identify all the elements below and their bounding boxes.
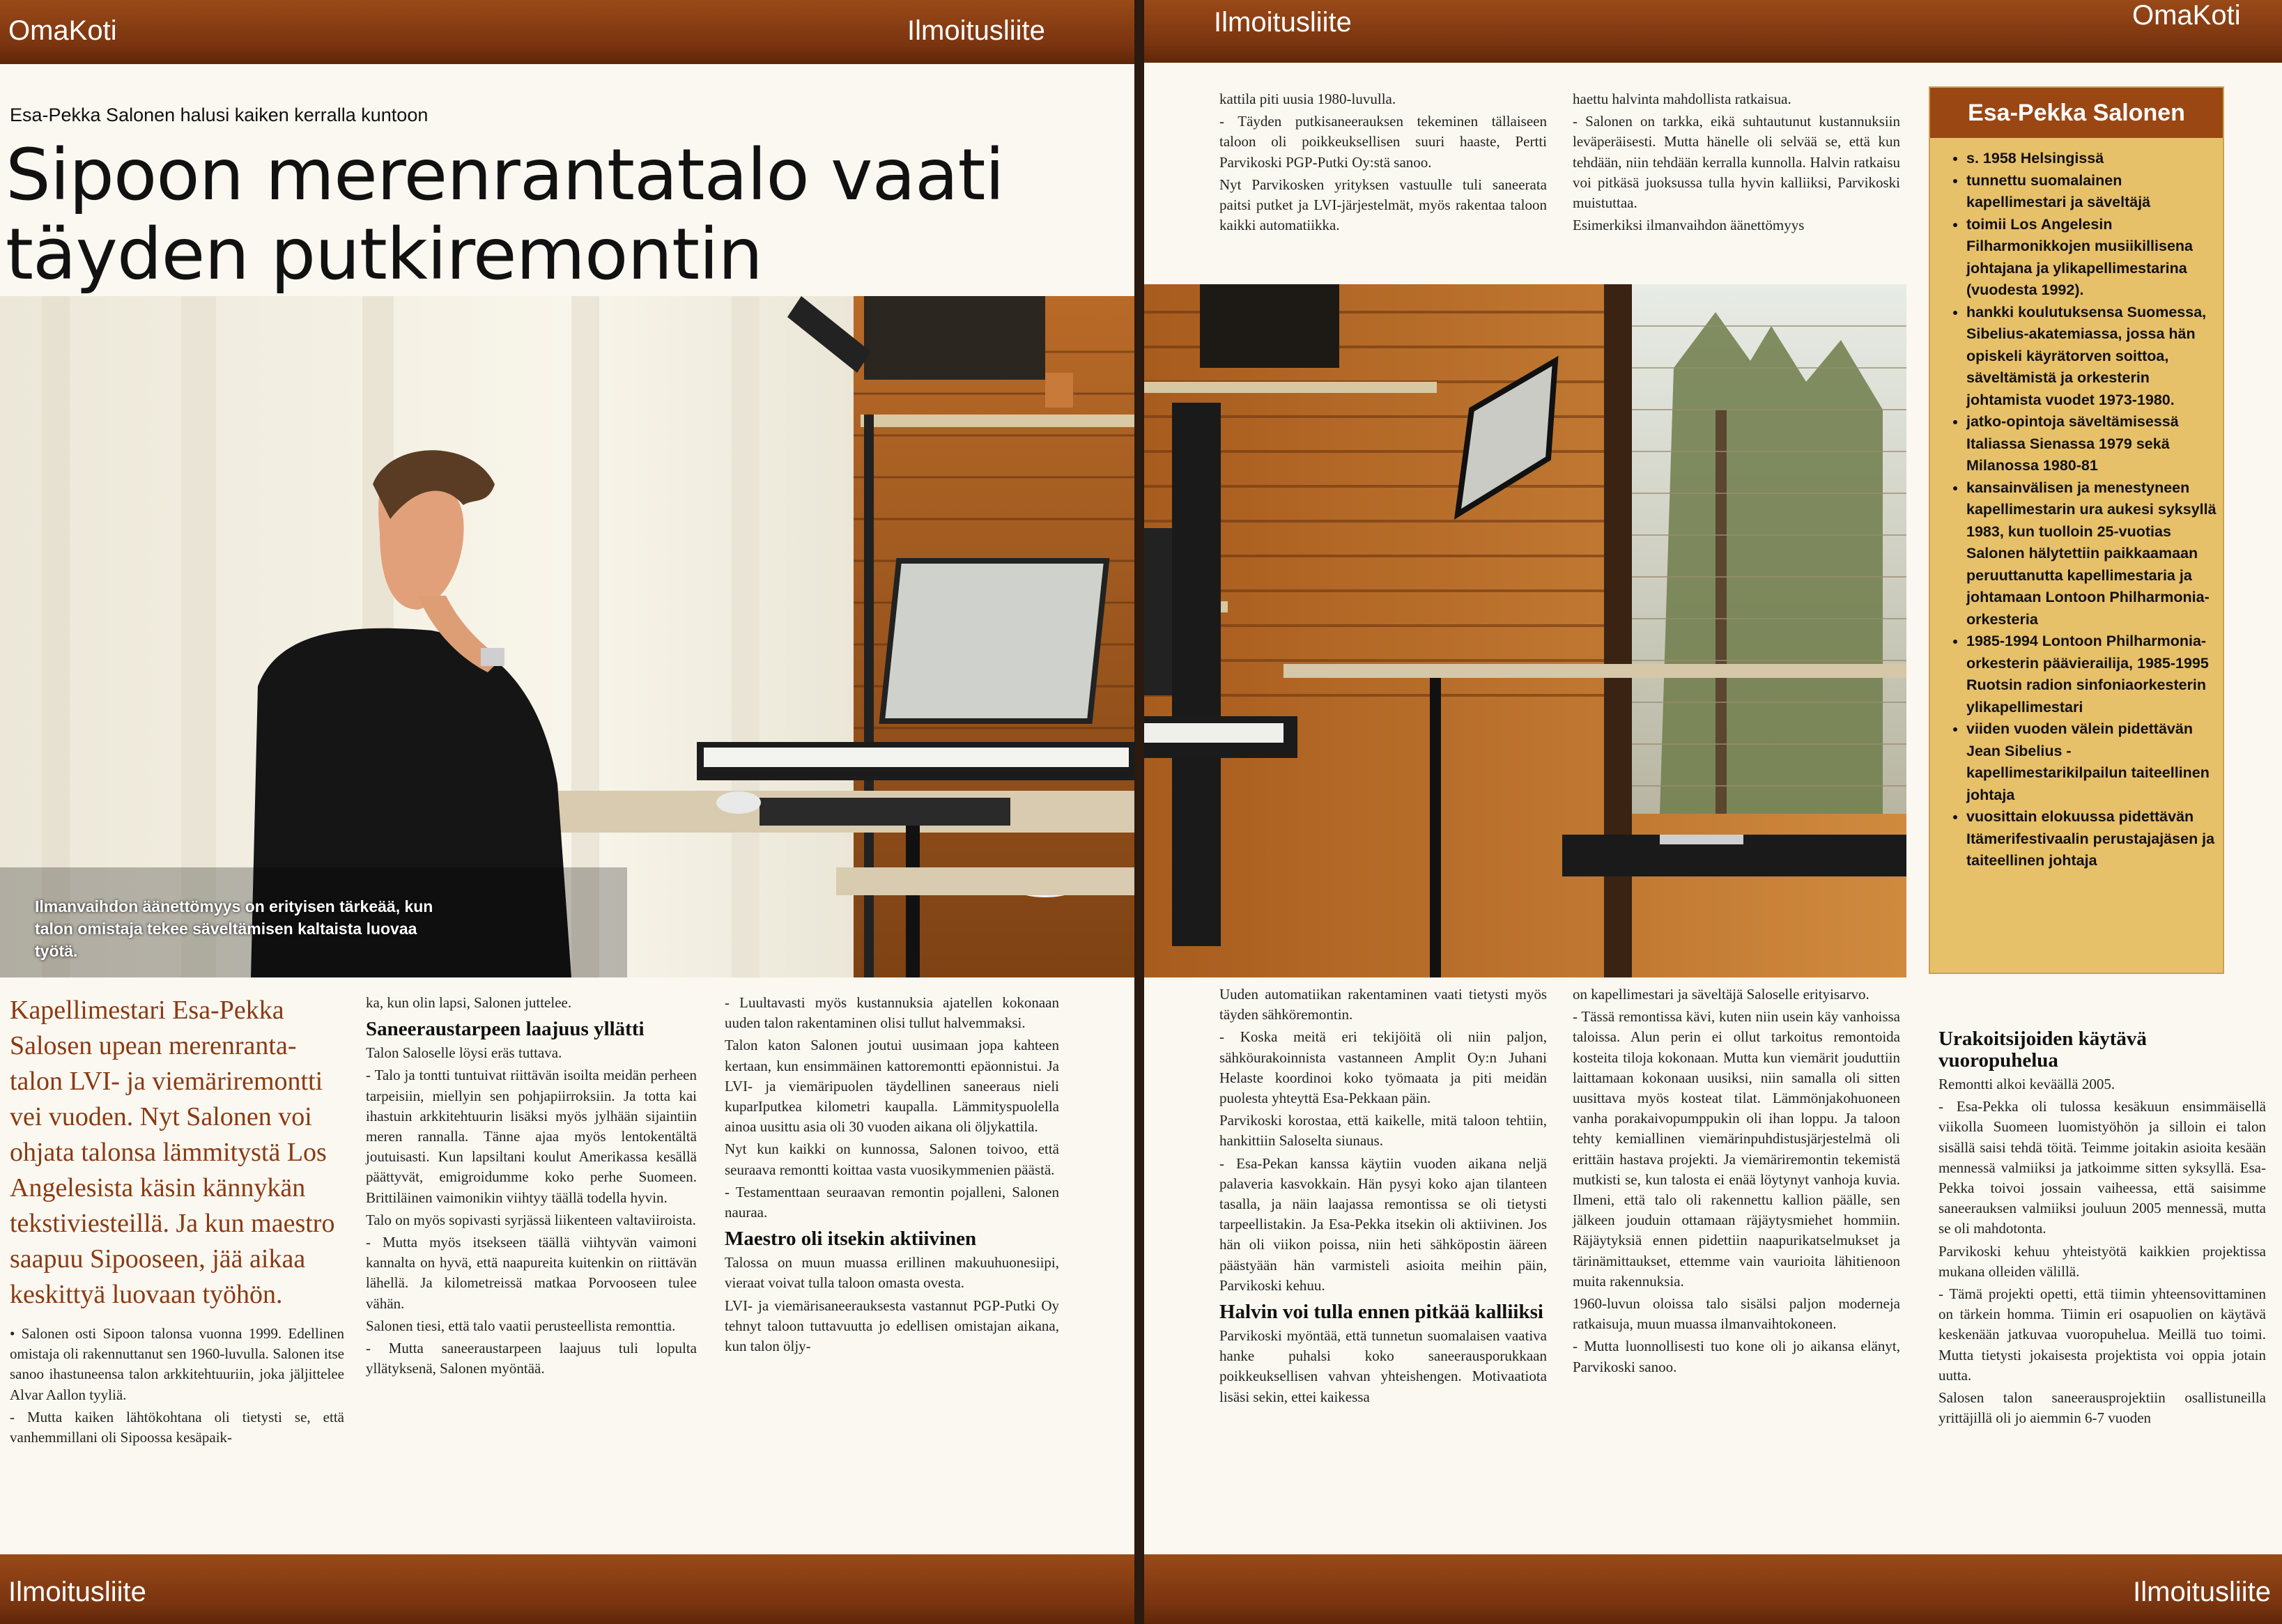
paragraph: Uuden automatiikan rakentaminen vaati tietysti myös täyden sähköremontin. bbox=[1219, 986, 1547, 1023]
section-label: Ilmoitusliite bbox=[907, 15, 1045, 46]
bio-item: • hankki koulutuksensa Suomessa, Sibelius-akatemiassa, jossa hän opiskeli käyrätorven soittoa, säveltämistä ja orkesterin johtamista vuodet 1973-1980. bbox=[1966, 302, 2224, 412]
paragraph: - Tässä remontissa kävi, kuten niin usein käy vanhoissa taloissa. Alun perin ei ollut tarkoitus remontoida kosteita tiloja kokonaan. Mutta kun viemärit jouduttiin laittamaan kokonaan uusiksi, niin samalla oli sitten uusittava myös kosteat tilat. Lämmönjakohuoneen vanha porakaivopumppukin oli ihan loppu. Ja taloon tehty kemiallinen viemärinpuhdistusjärjestelmä oli erittäin hastava projekti. Ja viemäriremontin tekemistä mutkisti se, kun talosta ei enää löytynyt vanhoja kuvia. Ilmeni, että talo oli rakennettu kallion päälle, sen jälkeen jouduin ottamaan räjäytysmiehet hommiin. Räjäytyksiä ennen pidettiin naapurikatselmukset ja tärinämittaukset, ettemme vain vaurioita lähitienoon muita rakennuksia. bbox=[1573, 1008, 1900, 1290]
right-page bbox=[1144, 0, 2282, 1624]
right-footer-band bbox=[1144, 1554, 2282, 1624]
paragraph: - Mutta kaiken lähtökohtana oli tietysti se, että vanhemmillani oli Sipoossa kesäpaik- bbox=[10, 1408, 344, 1446]
bio-item: • viiden vuoden välein pidettävän Jean Sibelius -kapellimestarikilpailun taiteellinen johtaja bbox=[1966, 718, 2224, 806]
photo-caption: Ilmanvaihdon äänettömyys on erityisen tärkeää, kun talon omistaja tekee säveltämisen kaltaista luovaa työtä. bbox=[35, 897, 433, 960]
left-column-2 bbox=[366, 993, 697, 1381]
right-column-1 bbox=[1219, 984, 1547, 1409]
bio-list bbox=[1944, 148, 2224, 872]
paragraph: ka, kun olin lapsi, Salonen juttelee. bbox=[366, 994, 572, 1011]
paragraph: Salosen talon saneerausprojektiin osallistuneilla yrittäjillä oli jo aiemmin 6-7 vuoden bbox=[1938, 1389, 2266, 1427]
right-top-column-1 bbox=[1219, 89, 1547, 238]
footer-section-label: Ilmoitusliite bbox=[2133, 1577, 2271, 1607]
right-column-3 bbox=[1938, 1023, 2266, 1430]
paragraph: - Mutta myös itsekseen täällä viihtyvän vaimoni kannalta on hyvä, että naapureita kuitenkin on riittävän lähellä. Ja kilometreissä matkaa Porvooseen tulee vähän. bbox=[366, 1234, 697, 1312]
studio-photo-illustration bbox=[0, 296, 1134, 977]
article-lead: Kapellimestari Esa-Pekka Salosen upean merenranta-talon LVI- ja viemäriremontti vei vuoden. Nyt Salonen voi ohjata talonsa lämmitystä Los Angelesista käsin kännykän tekstiviesteillä. Ja kun maestro saapuu Sipooseen, jää aikaa keskittyä luovaan työhön. bbox=[10, 996, 335, 1309]
subheading: Urakoitsijoiden käytävä vuoropuhelua bbox=[1938, 1028, 2147, 1072]
paragraph: - Mutta saneeraustarpeen laajuus tuli lopulta yllätyksenä, Salonen myöntää. bbox=[366, 1340, 697, 1377]
paragraph: Talon Saloselle löysi eräs tuttava. bbox=[366, 1044, 562, 1062]
paragraph: Parvikoski korostaa, että kaikelle, mitä taloon tehtiin, hankittiin Saloselta siunaus. bbox=[1219, 1112, 1547, 1150]
paragraph: 1960-luvun oloissa talo sisälsi paljon moderneja ratkaisuja, muun muassa ilmanvaihtokoneen. bbox=[1573, 1295, 1900, 1333]
left-column-3 bbox=[725, 993, 1059, 1359]
paragraph: Parvikoski kehuu yhteistyötä kaikkien projektissa mukana olleiden välillä. bbox=[1938, 1242, 2266, 1280]
bio-item: • kansainvälisen ja menestyneen kapellimestarin ura aukesi syksyllä 1983, kun tuolloin 25-vuotias Salonen hälytettiin paikkaamaan peruuttanutta kapellimestaria ja johtamaan Lontoon Philharmonia-orkesteria bbox=[1966, 477, 2224, 631]
paragraph: - Talo ja tontti tuntuivat riittävän isoilta meidän perheen tarpeisiin, miellyin sen pohjapiirroksiin. Ja totta kai ihastuin arkkitehtuurin lisäksi myös jylhään sijaintiin meren rannalla. Tänne ajaa myös lentokentältä joutuisasti. Kun lapsiltani koulut Amerikassa kesällä päättyvät, emigroidumme koko perhe Suomeen. Brittiläinen vaimonikin viihtyy täällä todella hyvin. bbox=[366, 1067, 697, 1206]
paragraph: haettu halvinta mahdollista ratkaisua. bbox=[1573, 91, 1791, 107]
window-photo bbox=[1144, 284, 1906, 977]
subheading: Maestro oli itsekin aktiivinen bbox=[725, 1228, 977, 1251]
paragraph: kattila piti uusia 1980-luvulla. bbox=[1219, 91, 1396, 107]
paragraph: - Salonen on tarkka, eikä suhtautunut kustannuksiin leväperäisesti. Mutta hänelle oli selvää se, että kun tehdään, niin tehdään kerralla kunnolla. Halvin ratkaisu voi pitkäsä juoksussa tulla hyvin kalliiksi, Parvikoski muistuttaa. bbox=[1573, 113, 1900, 212]
brand-logo: OmaKoti bbox=[2132, 0, 2241, 31]
section-label: Ilmoitusliite bbox=[1214, 7, 1352, 38]
article-kicker: Esa-Pekka Salonen halusi kaiken kerralla kuntoon bbox=[10, 105, 429, 125]
paragraph: - Mutta luonnollisesti tuo kone oli jo aikansa elänyt, Parvikoski sanoo. bbox=[1573, 1338, 1900, 1375]
paragraph: on kapellimestari ja säveltäjä Saloselle erityisarvo. bbox=[1573, 986, 1869, 1003]
paragraph: - Tämä projekti opetti, että tiimin yhteensovittaminen on tärkein homma. Tiimin eri osapuolien on käytävä keskenään jatkuvaa vuoropuhelua. Meillä tuo toimi. Mutta tietysti jokaisesta projektista voi oppia jotain uutta. bbox=[1938, 1285, 2266, 1384]
subheading: Saneeraustarpeen laajuus yllätti bbox=[366, 1018, 645, 1041]
studio-photo bbox=[0, 296, 1134, 977]
paragraph: LVI- ja viemärisaneerauksesta vastannut PGP-Putki Oy tehnyt taloon tuttavuutta jo edellisen omistajan aikana, kun talon öljy- bbox=[725, 1297, 1059, 1355]
paragraph: - Testamenttaan seuraavan remontin pojalleni, Salonen nauraa. bbox=[725, 1183, 1059, 1221]
left-column-1 bbox=[10, 993, 344, 1450]
paragraph: Parvikoski myöntää, että tunnetun suomalaisen vaativa hanke puhalsi koko saneerausporukkaan poikkeuksellisen vahvan yhteishengen. Motivaatiota lisäsi sekin, ettei kaikessa bbox=[1219, 1327, 1547, 1405]
paragraph: Salonen tiesi, että talo vaatii perusteellista remonttia. bbox=[366, 1317, 676, 1334]
bio-sidebar bbox=[1929, 86, 2224, 974]
paragraph: - Koska meitä eri tekijöitä oli niin paljon, sähköurakoinnista vastanneen Amplit Oy:n Juhani Helaste koordinoi koko työmaata ja piti meidän puolesta yhteyttä Esa-Pekkaan päin. bbox=[1219, 1028, 1547, 1107]
right-top-column-2 bbox=[1573, 89, 1900, 238]
footer-section-label: Ilmoitusliite bbox=[8, 1577, 146, 1607]
paragraph: Remontti alkoi keväällä 2005. bbox=[1938, 1076, 2115, 1092]
bio-item: • toimii Los Angelesin Filharmonikkojen musiikillisena johtajana ja ylikapellimestarina (vuodesta 1992). bbox=[1966, 214, 2224, 302]
bio-item: • tunnettu suomalainen kapellimestari ja säveltäjä bbox=[1966, 170, 2224, 214]
left-header-band bbox=[0, 0, 1134, 64]
paragraph: Talossa on muun muassa erillinen makuuhuonesiipi, vieraat voivat tulla taloon omasta ovesta. bbox=[725, 1254, 1059, 1292]
paragraph: Esimerkiksi ilmanvaihdon äänettömyys bbox=[1573, 217, 1805, 234]
paragraph: Nyt Parvikosken yrityksen vastuulle tuli saneerata paitsi putket ja LVI-järjestelmät, myös rakentaa taloon kaikki automatiikka. bbox=[1219, 176, 1547, 234]
paragraph: Talon katon Salonen joutui uusimaan jopa kahteen kertaan, kun ensimmäinen kattoremontti epäonnistui. Ja LVI- ja viemäripuolen täydellinen saneeraus nieli kuparIputkea kilometri kaupalla. Lämmityspuolella ainoa uusittu asia oli 30 vuoden aikana oli öljykattila. bbox=[725, 1037, 1059, 1136]
bio-item: • 1985-1994 Lontoon Philharmonia-orkesterin päävierailija, 1985-1995 Ruotsin radion sinfoniaorkesterin ylikapellimestari bbox=[1966, 631, 2224, 718]
left-page bbox=[0, 0, 1134, 1624]
paragraph: Talo on myös sopivasti syrjässä liikenteen valtaviiroista. bbox=[366, 1211, 696, 1228]
right-header-band bbox=[1144, 0, 2282, 63]
bio-item: • s. 1958 Helsingissä bbox=[1966, 148, 2224, 170]
paragraph: - Esa-Pekka oli tulossa kesäkuun ensimmäisellä viikolla Suomeen luomistyöhön ja silloin ei talon sisällä saisi tehdä töitä. Teimme joitakin asioita kesään mennessä valmiiksi ja jatkoimme sitten syksyllä. Esa-Pekka toivoi jossain vaiheessa, että saisimme saneerauksen valmiiksi jouluun 2005 mennessä, mutta se oli mahdotonta. bbox=[1938, 1098, 2266, 1237]
bio-item: • jatko-opintoja säveltämisessä Italiassa Sienassa 1979 sekä Milanossa 1980-81 bbox=[1966, 411, 2224, 477]
bio-item: • vuosittain elokuussa pidettävän Itämerifestivaalin perustajajäsen ja taiteellinen johtaja bbox=[1966, 806, 2224, 872]
subheading: Halvin voi tulla ennen pitkää kalliiksi bbox=[1219, 1301, 1543, 1324]
paragraph: - Luultavasti myös kustannuksia ajatellen kokonaan uuden talon rakentaminen olisi tullut halvemmaksi. bbox=[725, 994, 1059, 1032]
article-headline: Sipoon merenrantatalo vaati täyden putkiremontin bbox=[6, 134, 1004, 296]
left-footer-band bbox=[0, 1554, 1134, 1624]
paragraph: Nyt kun kaikki on kunnossa, Salonen toivoo, että seuraava remontti koittaa vasta vuosikymmenien päästä. bbox=[725, 1140, 1059, 1178]
paragraph: - Täyden putkisaneerauksen tekeminen tällaiseen taloon oli poikkeuksellisen suuri haaste, Pertti Parvikoski PGP-Putki Oy:stä sanoo. bbox=[1219, 113, 1547, 171]
brand-logo: OmaKoti bbox=[8, 15, 117, 46]
window-photo-illustration bbox=[1144, 284, 1906, 977]
paragraph: - Esa-Pekan kanssa käytiin vuoden aikana neljä palaveria kasvokkain. Hän pysyi koko ajan tilanteen tasalla, ja näin laajassa remontissa se oli tietysti tarpeellistakin. Ja Esa-Pekka itsekin oli aktiivinen. Jos hän oli viikon poissa, niin heti sähköpostin ääreen päästyään hän varmisteli asioita meihin päin, Parvikoski kehuu. bbox=[1219, 1154, 1547, 1294]
paragraph: • Salonen osti Sipoon talonsa vuonna 1999. Edellinen omistaja oli rakennuttanut sen 1960-luvulla. Salonen itse sanoo ihastuneensa talon arkkitehtuuriin, joka jäljittelee Alvar Aallon tyyliä. bbox=[10, 1325, 344, 1403]
bio-sidebar-title: Esa-Pekka Salonen bbox=[1930, 88, 2223, 138]
right-column-2 bbox=[1573, 984, 1900, 1379]
